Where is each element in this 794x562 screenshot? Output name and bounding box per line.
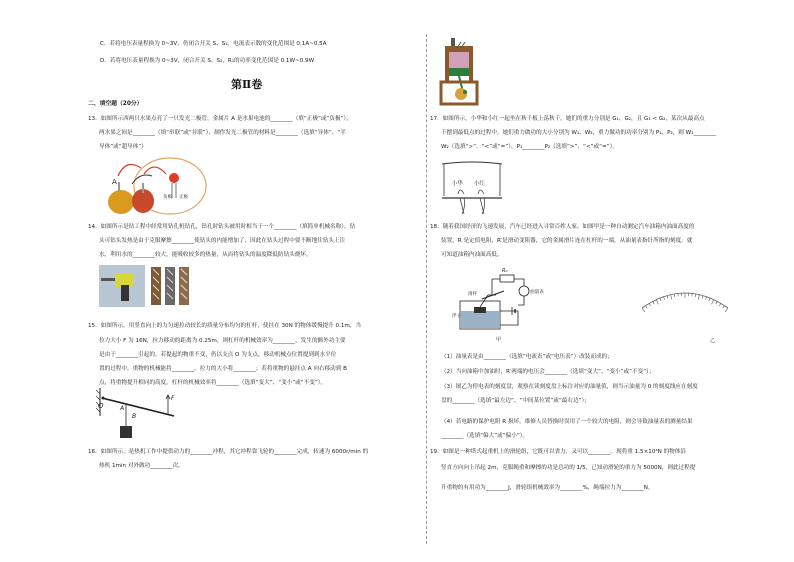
q18-sub-3: （3）图乙为停电表的刻度盘，观察在读刻度盘上标注对应的油量值，则当示油量为 0 的刻度线应在刻度	[441, 384, 698, 390]
label-r0: R₀	[502, 268, 508, 274]
piston	[449, 68, 469, 76]
q18-line-2: 装置，R 是定值电阻，R′是滑动变阻器，它的金属滑片连在杠杆的一端，从油量表指针所指的刻度，就	[441, 238, 693, 244]
q18-sub-5: （4）若电路的保护电阻 R 损坏，维修人员替换时误用了一个较大的电阻，则会导致油量表的测量结果	[441, 419, 693, 425]
q18-sub-4: 盘的________（选填“最左边”、“中间某位置”或“最右边”）；	[441, 398, 590, 404]
q16-line-1: 16．如图所示，是热机工作中提供动力的________冲程，其它冲程靠飞轮的________完成，转速为 6000r/min 的	[88, 449, 369, 455]
led-bulb	[169, 173, 179, 183]
child-left	[458, 190, 465, 214]
dial-tick	[719, 303, 721, 306]
dial-tick	[706, 297, 707, 300]
crank-pin	[463, 90, 467, 94]
q17-line-1: 17．如图所示，小华和小红一起坐在秋千板上荡秋千，她们的重力分别是 G₁、G₂，且 G₁ < G₂，某次从最高点	[430, 116, 705, 122]
cylinder-wall-left	[445, 52, 449, 82]
label-slider: 滑杆	[468, 292, 478, 297]
dial-tick	[642, 308, 645, 312]
section-heading: 二、填空题（20分）	[88, 101, 143, 107]
label-xiaohua: 小华	[452, 181, 463, 187]
dial-tick	[702, 296, 703, 299]
cylinder-head	[445, 46, 473, 52]
part-title: 第Ⅱ卷	[231, 78, 263, 91]
q15-line-2: 拉力大小 F 为 16N，拉力移动的距离为 0.25m，则杠杆的机械效率为________，发生的额外功主要	[99, 338, 346, 344]
dial-tick	[649, 303, 651, 306]
swing-figure	[438, 158, 508, 216]
dial-tick	[695, 294, 696, 297]
dial-tick	[660, 298, 661, 301]
label-cathode: 负极	[163, 195, 172, 200]
label-a-point: A	[120, 405, 125, 412]
q13-line-2: 两水果之间是________（填“串联”或“并联”），制作发光二极管的材料是________（选填“导体”、“半	[99, 130, 346, 136]
gauge-dial-figure	[630, 268, 740, 346]
q14-line-1: 14．如图所示是钻工程中经常用钻孔机钻孔，钻孔时钻头被用时相当于一个________（填简单机械名称），钻	[88, 224, 356, 230]
wire-red-2	[144, 167, 166, 174]
q15-line-1: 15．如图所示，用竖直向上的力匀速拉动较长的质量分布均匀的杠杆，使挂在 30N 的物体缓慢提升 0.1m，当	[88, 323, 362, 329]
drill-body	[115, 273, 133, 287]
q18-line-1: 18．随着我国经济的飞速发展，汽车已经进入寻常百姓人家。如图甲是一种自动测定汽车油箱内油面高度的	[430, 224, 695, 230]
q17-line-2: 下摆到最低点的过程中，她们重力做功的大小分别为 W₁、W₂，重力做功的功率分别为 P₁、P₂，则 W₁________	[441, 130, 716, 136]
metal-plate-a	[118, 182, 120, 192]
dial-tick	[664, 297, 665, 300]
drill-figure	[99, 265, 201, 307]
q13-line-3: 导体”或“超导体”）	[99, 144, 147, 150]
pivot-o	[102, 397, 105, 400]
q14-line-3: 水，利用水的________较大，能吸收较多的热量，从而将钻头的温度降低防钻头烧坏。	[99, 252, 312, 258]
dial-tick	[656, 300, 658, 305]
q18-sub-1: （1）油量表是由________（选填“电流表”或“电压表”）改装而成的；	[441, 354, 613, 360]
dial-tick	[712, 300, 714, 305]
q15-line-5: 点，将重物提升相同的高度，杠杆的机械效率将________（选填“变大”、“变小”或“不变”）。	[99, 380, 327, 386]
metal-plate	[142, 183, 144, 193]
drill-handle	[121, 285, 129, 301]
dial-tick	[674, 294, 675, 297]
label-a: A	[112, 178, 117, 186]
dial-tick	[671, 295, 672, 300]
label-xiaohong: 小红	[474, 181, 485, 187]
option-c: C．若将电压表量程换为 0~3V，仍闭合开关 S、S₁，电流表示数的变化范围是 0.1A~0.5A	[100, 41, 327, 47]
label-float: 浮子	[452, 314, 462, 319]
lever-rod	[482, 291, 504, 299]
q18-line-3: 可知道油箱内油面高低。	[441, 252, 503, 258]
dial-tick	[653, 301, 654, 304]
combustion-chamber	[449, 52, 469, 68]
drill-chuck	[101, 278, 115, 281]
label-yi: 乙	[710, 338, 716, 344]
crankshaft-wheel	[455, 88, 467, 100]
label-b-point: B	[132, 413, 137, 420]
column-divider	[426, 34, 427, 544]
wire-black	[132, 175, 152, 184]
q15-line-3: 是由于________引起的。若提起的物重不变，仍以支点 O 为支点，移动机械点位置提到到水平位	[99, 352, 337, 358]
option-d: D．若将电压表量程换为 0~3V，闭合开关 S、S₂，R₁的功率变化范围是 0.1W~0.9W	[100, 58, 315, 64]
q18-sub-6: ________（选填“偏大”或“偏小”）。	[441, 433, 529, 439]
dial-tick	[716, 301, 717, 304]
dial-tick	[646, 306, 648, 309]
q19-line-3: 升重物的有用功为________J，滑轮组机械效率为________%，绳端拉力为________N。	[441, 485, 654, 491]
label-meter: 油量表	[530, 290, 544, 295]
dial-tick	[725, 308, 728, 312]
fruit-battery-figure	[96, 154, 220, 218]
q15-line-4: 置的过程中，重物的机械能将________，拉力的大小将________；若将重物的悬挂点 A 向右移动到 B	[99, 366, 347, 372]
circuit-wire-bottom	[500, 311, 518, 325]
fuel-gauge-circuit	[452, 265, 548, 345]
dial-tick	[667, 296, 668, 299]
weight-block	[120, 426, 132, 438]
resistor-r0	[500, 275, 514, 282]
child-right	[478, 190, 485, 214]
dial-tick	[698, 295, 699, 300]
float	[474, 307, 486, 313]
label-jia: 甲	[496, 337, 502, 343]
q16-line-2: 热机 1min 对外做功________次。	[99, 463, 184, 469]
dial-tick	[709, 298, 710, 301]
q13-line-1: 13．如图所示西两只水果点亮了一只发光二极管，金属片 A 是水果电池的________（填“正极”或“负极”），	[88, 116, 352, 122]
dial-tick	[723, 306, 725, 309]
oil-meter	[519, 286, 529, 296]
dial-ticks	[642, 293, 728, 312]
fuel	[461, 311, 499, 328]
label-f: F	[171, 395, 175, 402]
q19-line-1: 19．如图是一种塔式起重机上的滑轮组，它既可以省力，又可以________。现将重 1.5×10⁴N 的物体沿	[430, 449, 686, 455]
engine-figure	[437, 38, 483, 106]
label-o: O	[98, 402, 104, 410]
lemon	[108, 190, 134, 214]
q18-sub-2: （2）当向油箱中加油时，R′两端的电压会________（选填“变大”、“变小”或“不变”）；	[441, 369, 655, 375]
q17-line-3: W₂（选填“>”、“<”或“=”），P₁________P₂（选填“>”、“<”或“=”）。	[441, 144, 618, 150]
q14-line-2: 头可钻头发热是由于克服摩擦________使钻头的内能增加了，因此在钻头过程中要不断地往钻头上注	[99, 238, 346, 244]
swing-top-bar	[442, 162, 502, 164]
label-anode: 正极	[179, 195, 188, 200]
cylinder-wall-right	[469, 52, 473, 82]
lever-figure	[96, 386, 186, 442]
q19-line-2: 竖直方向向上吊起 2m，克服绳重和摩擦的功是总功的 1/5，已知动滑轮的重力为 5000N，则此过程提	[441, 465, 696, 471]
lever-bar	[102, 398, 174, 416]
